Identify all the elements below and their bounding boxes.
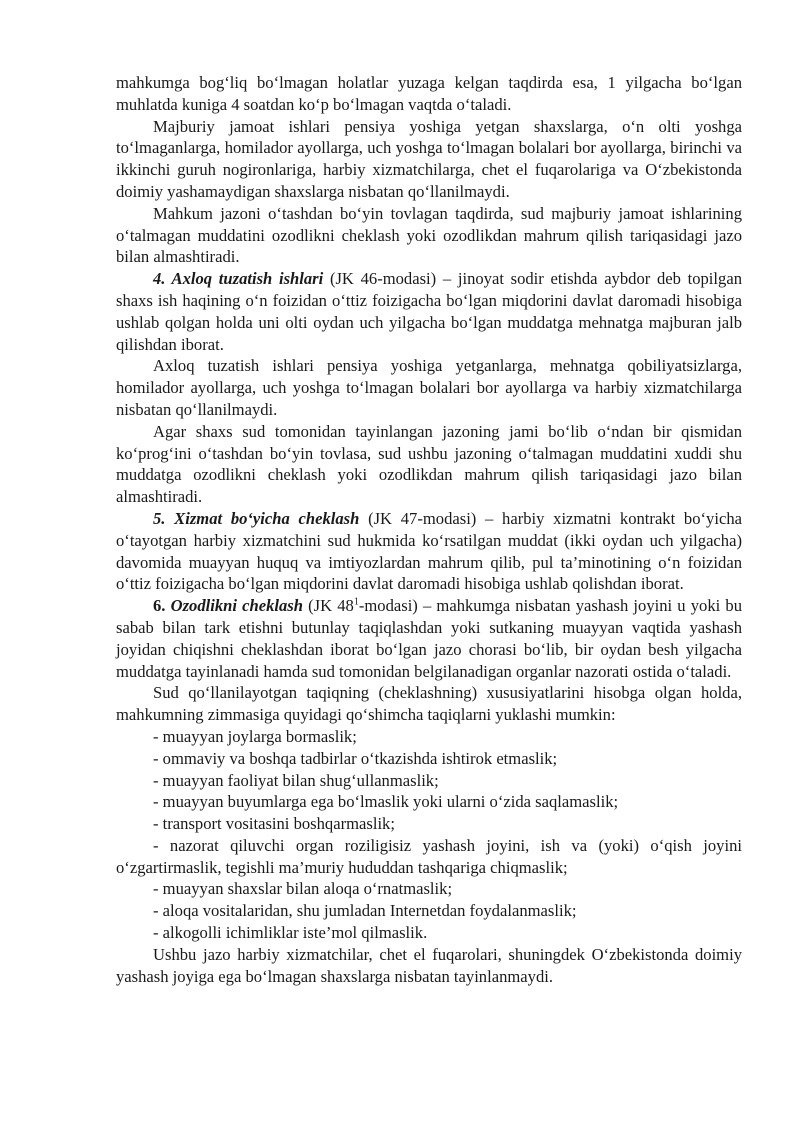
section-restriction-of-liberty <box>116 595 742 682</box>
list-item: - alkogolli ichimliklar iste’mol qilmaslik. <box>153 923 428 943</box>
superscript: 1 <box>353 596 359 608</box>
section-title: 4. Axloq tuzatish ishlari <box>153 269 324 289</box>
document-page <box>116 72 742 987</box>
list-item: - ommaviy va boshqa tadbirlar o‘tkazishda ishtirok etmaslik; <box>153 748 558 768</box>
section-body: -modasi) – mahkumga nisbatan yashash joyini u yoki bu sabab bilan tark etishni butunlay taqiqlashdan yoki sutkaning muayyan vaqtida yashash joyidan chiqishni cheklashdan iborat bo‘lgan jazo chorasi bo‘lib, bir oydan besh yilgacha muddatga tayinlanadi hamda sud tomonidan belgilanadigan organlar nazorati ostida o‘taladi. <box>116 596 742 681</box>
section-body: (JK 46-modasi) – jinoyat sodir etishda aybdor deb topilgan shaxs ish haqining o‘n foizidan o‘ttiz foizigacha bo‘lgan miqdorini davlat daromadi hisobiga ushlab qolgan holda uni olti oydan uch yilgacha bo‘lgan muddatga mehnatga majburan jalb qilishdan iborat. <box>116 269 742 354</box>
list-item: - transport vositasini boshqarmaslik; <box>153 814 395 834</box>
list-item: - muayyan joylarga bormaslik; <box>153 726 357 746</box>
section-title: 5. Xizmat bo‘yicha cheklash <box>153 508 360 528</box>
section-body: (JK 47-modasi) – harbiy xizmatni kontrakt bo‘yicha o‘tayotgan harbiy xizmatchini sud hukmida ko‘rsatilgan muddat (ikki oydan uch yilgacha) davomida muayyan huquq va imtiyozlardan mahrum qilib, pul ta’minotining o‘n foizidan o‘ttiz foizigacha bo‘lgan miqdorini davlat daromadi hisobiga ushlab qolishdan iborat. <box>116 508 742 594</box>
section-number: 6. <box>153 596 171 616</box>
paragraph-correctional-labor-exemptions: Axloq tuzatish ishlari pensiya yoshiga yetganlarga, mehnatga qobiliyatsizlarga, homilador ayollarga, uch yoshga to‘lmagan bolalari bor ayollarga va harbiy xizmatchilarga nisbatan qo‘llanilmaydi. <box>116 356 742 419</box>
list-item: - nazorat qiluvchi organ roziligisiz yashash joyini, ish va (yoki) o‘qish joyini o‘zgartirmaslik, tegishli ma’muriy hududdan tashqariga chiqmaslik; <box>116 835 742 877</box>
section-correctional-labor <box>116 268 742 355</box>
section-body-pre: (JK 48 <box>302 596 354 616</box>
paragraph-community-service-exemptions: Majburiy jamoat ishlari pensiya yoshiga yetgan shaxslarga, o‘n olti yoshga to‘lmaganlarga, homilador ayollarga, uch yoshga to‘lmagan bolalari bor ayollarga, birinchi va ikkinchi guruh nogironlariga, harbiy xizmatchilarga, chet el fuqarolariga va O‘zbekistonda doimiy yashamaydigan shaxslarga nisbatan qo‘llanilmaydi. <box>116 116 742 201</box>
list-item: - muayyan faoliyat bilan shug‘ullanmaslik; <box>153 770 439 790</box>
paragraph-correctional-labor-evasion: Agar shaxs sud tomonidan tayinlangan jazoning jami bo‘lib o‘ndan bir qismidan ko‘prog‘ini o‘tashdan bo‘yin tovlasa, sud ushbu jazoning o‘talmagan muddatini xuddi shu muddatga ozodlikni cheklash yoki ozodlikdan mahrum qilish tariqasidagi jazo bilan almashtiradi. <box>116 421 742 507</box>
paragraph-restriction-exemptions: Ushbu jazo harbiy xizmatchilar, chet el fuqarolari, shuningdek O‘zbekistonda doimiy yashash joyiga ega bo‘lmagan shaxslarga nisbatan tayinlanmaydi. <box>116 944 742 986</box>
section-service-restriction <box>116 508 742 595</box>
list-item: - muayyan buyumlarga ega bo‘lmaslik yoki ularni o‘zida saqlamaslik; <box>153 792 619 812</box>
paragraph-community-service-evasion: Mahkum jazoni o‘tashdan bo‘yin tovlagan taqdirda, sud majburiy jamoat ishlarining o‘talmagan muddatini ozodlikni cheklash yoki ozodlikdan mahrum qilish tariqasidagi jazo bilan almashtiradi. <box>116 203 742 267</box>
list-item: - muayyan shaxslar bilan aloqa o‘rnatmaslik; <box>153 879 453 899</box>
paragraph-additional-prohibitions-intro: Sud qo‘llanilayotgan taqiqning (cheklashning) xususiyatlarini hisobga olgan holda, mahkumning zimmasiga quyidagi qo‘shimcha taqiqlarni yuklashi mumkin: <box>116 683 742 725</box>
list-item: - aloqa vositalaridan, shu jumladan Internetdan foydalanmaslik; <box>153 901 577 921</box>
section-title: Ozodlikni cheklash <box>170 596 303 616</box>
paragraph-continuation: mahkumga bog‘liq bo‘lmagan holatlar yuzaga kelgan taqdirda esa, 1 yilgacha bo‘lgan muhlatda kuniga 4 soatdan ko‘p bo‘lmagan vaqtda o‘taladi. <box>116 73 742 114</box>
